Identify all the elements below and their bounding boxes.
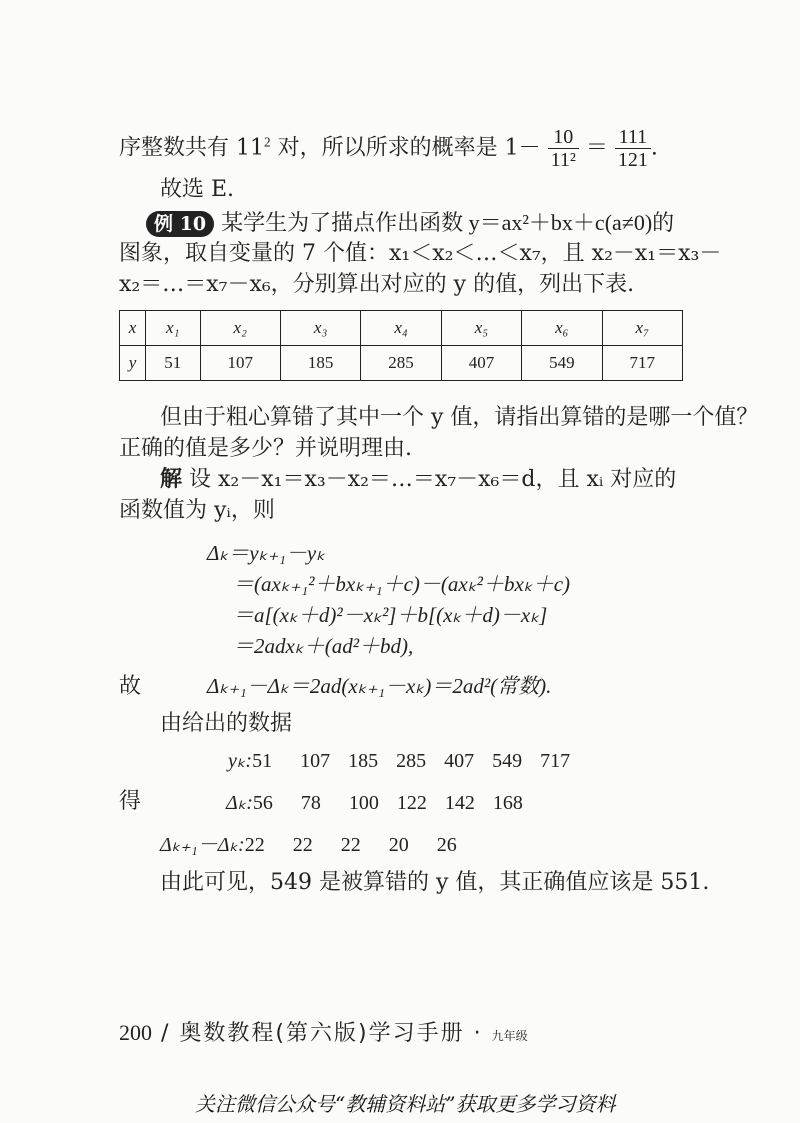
table-cell: 717	[602, 346, 682, 381]
dk-label: Δₖ:	[226, 792, 253, 814]
fraction-1: $\frac{10}{\text{11²}}$	[548, 126, 579, 171]
ddk-value: 22	[292, 834, 313, 856]
choose-line: 故选 E.	[160, 177, 235, 202]
footer-slash: /	[152, 1021, 180, 1046]
solution-label: 解	[160, 466, 183, 492]
book-title: 奥数教程(第六版)学习手册 ·	[179, 1021, 492, 1046]
given-line: 由给出的数据	[160, 711, 293, 736]
yk-value: 51	[252, 750, 273, 772]
grade-label: 九年级	[491, 1029, 528, 1043]
table-cell: x	[120, 311, 146, 346]
table-cell: 407	[441, 346, 521, 381]
ddk-value: 26	[436, 834, 457, 856]
example-text-1: 某学生为了描点作出函数 y＝ax²＋bx＋c(a≠0)的	[221, 210, 675, 235]
dk-value: 78	[300, 792, 321, 814]
yk-value: 107	[300, 750, 331, 772]
yk-row	[228, 748, 588, 773]
table-cell: x₂	[200, 311, 280, 346]
table-cell: 185	[280, 346, 360, 381]
page-number: 200	[119, 1020, 152, 1045]
dk-row	[226, 790, 541, 815]
yk-value: 285	[396, 750, 427, 772]
question-line-1: 但由于粗心算错了其中一个 y 值，请指出算错的是哪一个值？	[160, 405, 759, 430]
equals: ＝	[585, 135, 608, 161]
example-badge: 例 10	[146, 211, 214, 237]
example-line-2: 图象，取自变量的 7 个值：x₁＜x₂＜…＜x₇，且 x₂－x₁＝x₃－	[119, 241, 722, 266]
example-line-1	[146, 209, 674, 238]
derivation-line-2: ＝(axₖ₊₁²＋bxₖ₊₁＋c)－(axₖ²＋bxₖ＋c)	[233, 572, 571, 596]
ddk-value: 22	[244, 834, 265, 856]
derivation-line-3: ＝a[(xₖ＋d)²－xₖ²]＋b[(xₖ＋d)－xₖ]	[233, 603, 548, 627]
derivation-line-4: ＝2adxₖ＋(ad²＋bd),	[233, 634, 414, 658]
therefore-formula: Δₖ₊₁－Δₖ＝2ad(xₖ₊₁－xₖ)＝2ad²(常数).	[207, 674, 552, 698]
table-cell: x₄	[361, 311, 441, 346]
table-cell: x₆	[522, 311, 602, 346]
table-cell: x₃	[280, 311, 360, 346]
ddk-value: 20	[388, 834, 409, 856]
table-row-y	[120, 346, 683, 381]
solution-line-2: 函数值为 yᵢ，则	[119, 498, 275, 523]
fraction-2: $\frac{111}{121}$	[615, 126, 651, 171]
table-cell: x₇	[602, 311, 682, 346]
therefore-label: 故	[119, 674, 142, 699]
intro-sup: 2	[264, 134, 271, 150]
example-line-3: x₂＝…＝x₇－x₆，分别算出对应的 y 的值，列出下表.	[119, 272, 635, 297]
intro-line: 序整数共有 $11^2$ 对，所以所求的概率是 1－ $\frac{10}{\text{11²}}$ ＝ $\frac{111}{121}$ .	[119, 126, 658, 171]
obtain-label: 得	[119, 789, 142, 814]
intro-text: 序整数共有 11	[119, 135, 264, 161]
dk-value: 122	[396, 792, 427, 814]
table-cell: 51	[145, 346, 200, 381]
question-line-2: 正确的值是多少？并说明理由.	[119, 436, 412, 461]
yk-value: 407	[444, 750, 475, 772]
dk-value: 142	[444, 792, 475, 814]
table-cell: 107	[200, 346, 280, 381]
dk-value: 100	[348, 792, 379, 814]
yk-value: 549	[492, 750, 523, 772]
ddk-label: Δₖ₊₁－Δₖ:	[160, 834, 245, 856]
solution-line-1	[160, 466, 676, 494]
table-cell: 549	[522, 346, 602, 381]
derivation-line-1: Δₖ＝yₖ₊₁－yₖ	[207, 541, 326, 565]
yk-value: 717	[540, 750, 571, 772]
ddk-row	[160, 828, 485, 857]
table-cell: x₅	[441, 311, 521, 346]
ddk-value: 22	[340, 834, 361, 856]
dk-value: 56	[252, 792, 273, 814]
solution-text-1: 设 x₂－x₁＝x₃－x₂＝…＝x₇－x₆＝d，且 xᵢ 对应的	[189, 467, 677, 492]
values-table	[119, 310, 683, 381]
table-row-x	[120, 311, 683, 346]
dk-value: 168	[492, 792, 523, 814]
table-cell: 285	[361, 346, 441, 381]
table-cell: y	[120, 346, 146, 381]
yk-label: yₖ:	[228, 750, 253, 772]
yk-value: 185	[348, 750, 379, 772]
table-cell: x₁	[145, 311, 200, 346]
intro-text-2: 对，所以所求的概率是 1－	[270, 135, 541, 161]
page-footer	[119, 1016, 528, 1047]
conclusion-line: 由此可见，549 是被算错的 y 值，其正确值应该是 551.	[160, 870, 710, 895]
watermark-text: 关注微信公众号“教辅资料站”获取更多学习资料	[195, 1092, 616, 1116]
